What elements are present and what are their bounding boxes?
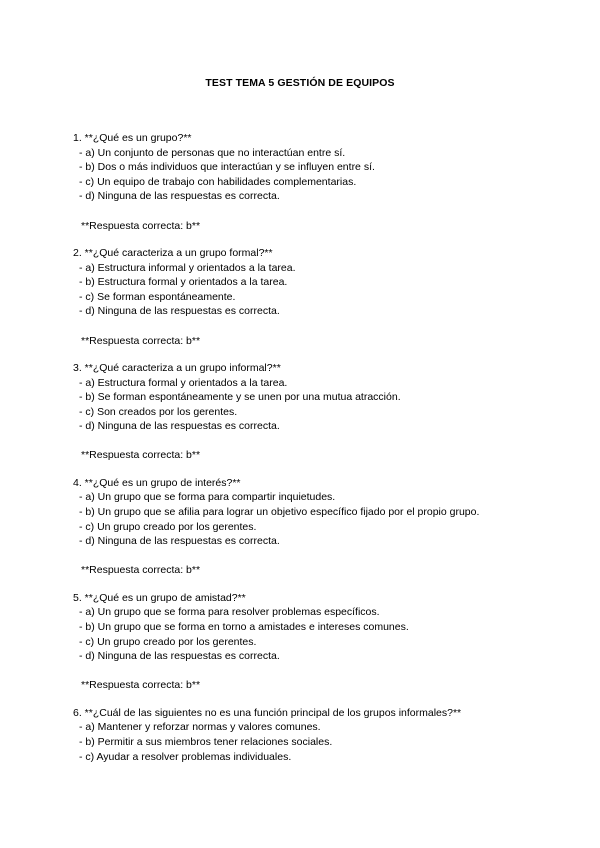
question-heading: 5. **¿Qué es un grupo de amistad?** (73, 591, 246, 604)
question-1 (73, 131, 573, 233)
option-b: - b) Se forman espontáneamente y se unen por una mutua atracción. (79, 391, 401, 404)
option-a: - a) Estructura formal y orientados a la tarea. (79, 376, 288, 389)
option-c: - c) Ayudar a resolver problemas individuales. (79, 750, 292, 763)
option-a: - a) Un conjunto de personas que no interactúan entre sí. (79, 146, 346, 159)
option-a: - a) Un grupo que se forma para resolver problemas específicos. (79, 606, 380, 619)
option-d: - d) Ninguna de las respuestas es correcta. (79, 305, 280, 318)
option-a: - a) Mantener y reforzar normas y valores comunes. (79, 721, 321, 734)
option-c: - c) Un equipo de trabajo con habilidades complementarias. (79, 175, 357, 188)
option-c: - c) Se forman espontáneamente. (79, 290, 236, 303)
question-2 (73, 246, 573, 348)
question-3 (73, 361, 573, 463)
option-c: - c) Un grupo creado por los gerentes. (79, 520, 257, 533)
question-heading: 3. **¿Qué caracteriza a un grupo informal?** (73, 361, 281, 374)
option-a: - a) Un grupo que se forma para compartir inquietudes. (79, 491, 336, 504)
correct-answer: **Respuesta correcta: b** (81, 334, 201, 347)
option-b: - b) Un grupo que se forma en torno a amistades e intereses comunes. (79, 621, 409, 633)
option-b: - b) Un grupo que se afilia para lograr un objetivo específico fijado por el propio grupo. (79, 506, 480, 519)
option-b: - b) Permitir a sus miembros tener relaciones sociales. (79, 735, 333, 748)
correct-answer: **Respuesta correcta: b** (81, 679, 201, 692)
option-b: - b) Estructura formal y orientados a la tarea. (79, 276, 288, 289)
question-list (73, 131, 573, 777)
option-d: - d) Ninguna de las respuestas es correcta. (79, 190, 280, 203)
correct-answer: **Respuesta correcta: b** (81, 219, 201, 232)
question-5 (73, 591, 573, 693)
option-c: - c) Son creados por los gerentes. (79, 405, 238, 418)
option-d: - d) Ninguna de las respuestas es correcta. (79, 650, 280, 663)
option-a: - a) Estructura informal y orientados a la tarea. (79, 261, 296, 274)
question-4 (73, 476, 573, 578)
question-6 (73, 706, 573, 764)
option-c: - c) Un grupo creado por los gerentes. (79, 635, 257, 648)
correct-answer: **Respuesta correcta: b** (81, 564, 201, 577)
option-b: - b) Dos o más individuos que interactúan y se influyen entre sí. (79, 161, 375, 174)
question-heading: 6. **¿Cuál de las siguientes no es una función principal de los grupos informales?** (73, 706, 462, 719)
question-heading: 1. **¿Qué es un grupo?** (73, 132, 192, 144)
document-title: TEST TEMA 5 GESTIÓN DE EQUIPOS (205, 77, 395, 89)
question-heading: 2. **¿Qué caracteriza a un grupo formal?** (73, 246, 273, 259)
option-d: - d) Ninguna de las respuestas es correcta. (79, 535, 280, 548)
question-heading: 4. **¿Qué es un grupo de interés?** (73, 476, 241, 489)
option-d: - d) Ninguna de las respuestas es correcta. (79, 420, 280, 433)
correct-answer: **Respuesta correcta: b** (81, 449, 201, 462)
